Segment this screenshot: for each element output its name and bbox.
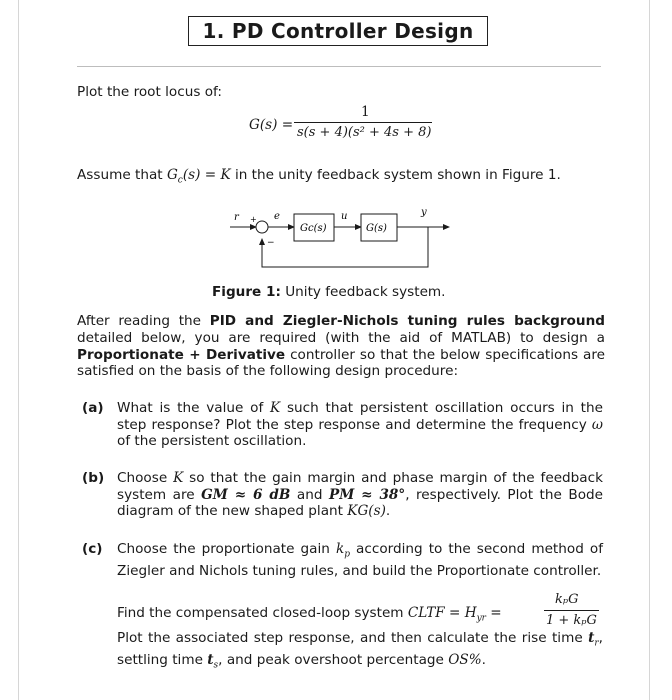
item-b-body	[117, 470, 603, 520]
feedback-path	[262, 227, 428, 267]
item-c-t3: Find the compensated closed-loop system	[117, 605, 408, 621]
caption-text: Unity feedback system.	[280, 284, 446, 300]
cltf-denominator: 1 + kₚG	[546, 613, 597, 628]
item-c-os: OS%	[448, 652, 482, 669]
intro-text: Plot the root locus of:	[77, 84, 222, 100]
item-c-label: (c)	[82, 541, 103, 557]
item-b-k: K	[173, 470, 184, 486]
item-c-eq: =	[485, 605, 502, 621]
item-b-t4: , respectively. Plot the Bode diagram of the new shaped plant	[117, 486, 604, 520]
item-a-t1: What is the value of	[117, 400, 271, 416]
item-c-cltf-sub: yr	[476, 613, 486, 624]
label-r: r	[234, 212, 239, 223]
item-c-ts-sub: s	[213, 661, 219, 672]
tf-lhs: G(s) =	[249, 117, 294, 133]
item-a-label: (a)	[82, 400, 104, 416]
item-b-gm: GM ≈ 6 dB	[201, 486, 291, 503]
item-c-t2: according to the second method of Ziegler and Nichols tuning rules, and build the Proportionate controller.	[117, 541, 603, 580]
item-a-k: K	[270, 400, 281, 416]
item-c-t7: .	[481, 652, 486, 669]
item-b-label: (b)	[82, 470, 105, 486]
item-b-kgs: KG(s)	[347, 503, 386, 520]
item-b-pm: PM ≈ 38°	[328, 486, 406, 503]
item-b-t3: and	[290, 486, 329, 503]
caption-label: Figure 1:	[212, 284, 281, 300]
item-c-body	[117, 541, 603, 580]
cltf-fraction-bar	[544, 610, 599, 611]
label-y: y	[421, 207, 427, 218]
item-b-t2: so that the gain margin and phase margin of the feedback system are	[117, 470, 603, 503]
label-u: u	[341, 211, 348, 222]
item-c-final	[117, 630, 603, 675]
item-a-omega: ω	[591, 416, 603, 433]
label-e: e	[274, 211, 280, 222]
block2-label: G(s)	[366, 223, 387, 234]
assume-gc-rest: (s) = K	[182, 167, 231, 183]
p1-bold-pd: Proportionate + Derivative	[77, 346, 286, 363]
item-a-t2: such that persistent oscillation occurs in the step response? Plot the step response and determine the frequency	[117, 400, 603, 433]
item-c-t6: , and peak overshoot percentage	[218, 652, 449, 669]
block1-label: Gc(s)	[300, 223, 327, 234]
assume-post: in the unity feedback system shown in Figure 1.	[230, 167, 561, 183]
p1-a: After reading the	[77, 313, 210, 329]
p1-c: controller so that the below specifications are satisfied on the basis of the following design procedure:	[77, 346, 605, 380]
item-c-t5: , settling time	[117, 630, 603, 669]
item-c-k-sub: p	[344, 549, 350, 560]
tf-numerator: 1	[361, 104, 370, 120]
item-a-body	[117, 400, 603, 450]
figure-caption	[212, 284, 446, 301]
label-plus: +	[250, 215, 257, 224]
label-minus: −	[267, 238, 275, 248]
item-c-t1: Choose the proportionate gain	[117, 541, 336, 557]
item-c-k: k	[335, 541, 345, 557]
item-c-t4: Plot the associated step response, and then calculate the rise time	[117, 630, 589, 646]
body-paragraph	[77, 313, 605, 380]
assume-gc-sub: c	[177, 175, 183, 186]
item-c-tr-sub: r	[594, 638, 599, 649]
cltf-numerator: kₚG	[555, 592, 579, 607]
section-title: 1. PD Controller Design	[188, 16, 488, 46]
item-c-tr: t	[588, 630, 595, 646]
p1-b: detailed below, you are required (with the aid of MATLAB) to design a	[77, 329, 605, 346]
assume-pre: Assume that	[77, 167, 167, 183]
tf-denominator: s(s + 4)(s² + 4s + 8)	[297, 125, 432, 140]
item-b-t5: .	[385, 503, 391, 520]
item-c-cltf: CLTF = H	[407, 605, 477, 621]
item-b-t1: Choose	[117, 470, 174, 486]
item-c-ts: t	[207, 652, 214, 669]
p1-bold-pid: PID and Ziegler-Nichols tuning rules background	[209, 313, 605, 329]
item-c-cltf-line	[117, 605, 502, 628]
summing-junction	[256, 221, 268, 233]
assume-gc: G	[166, 167, 178, 183]
item-a-t3: of the persistent oscillation.	[117, 433, 307, 450]
